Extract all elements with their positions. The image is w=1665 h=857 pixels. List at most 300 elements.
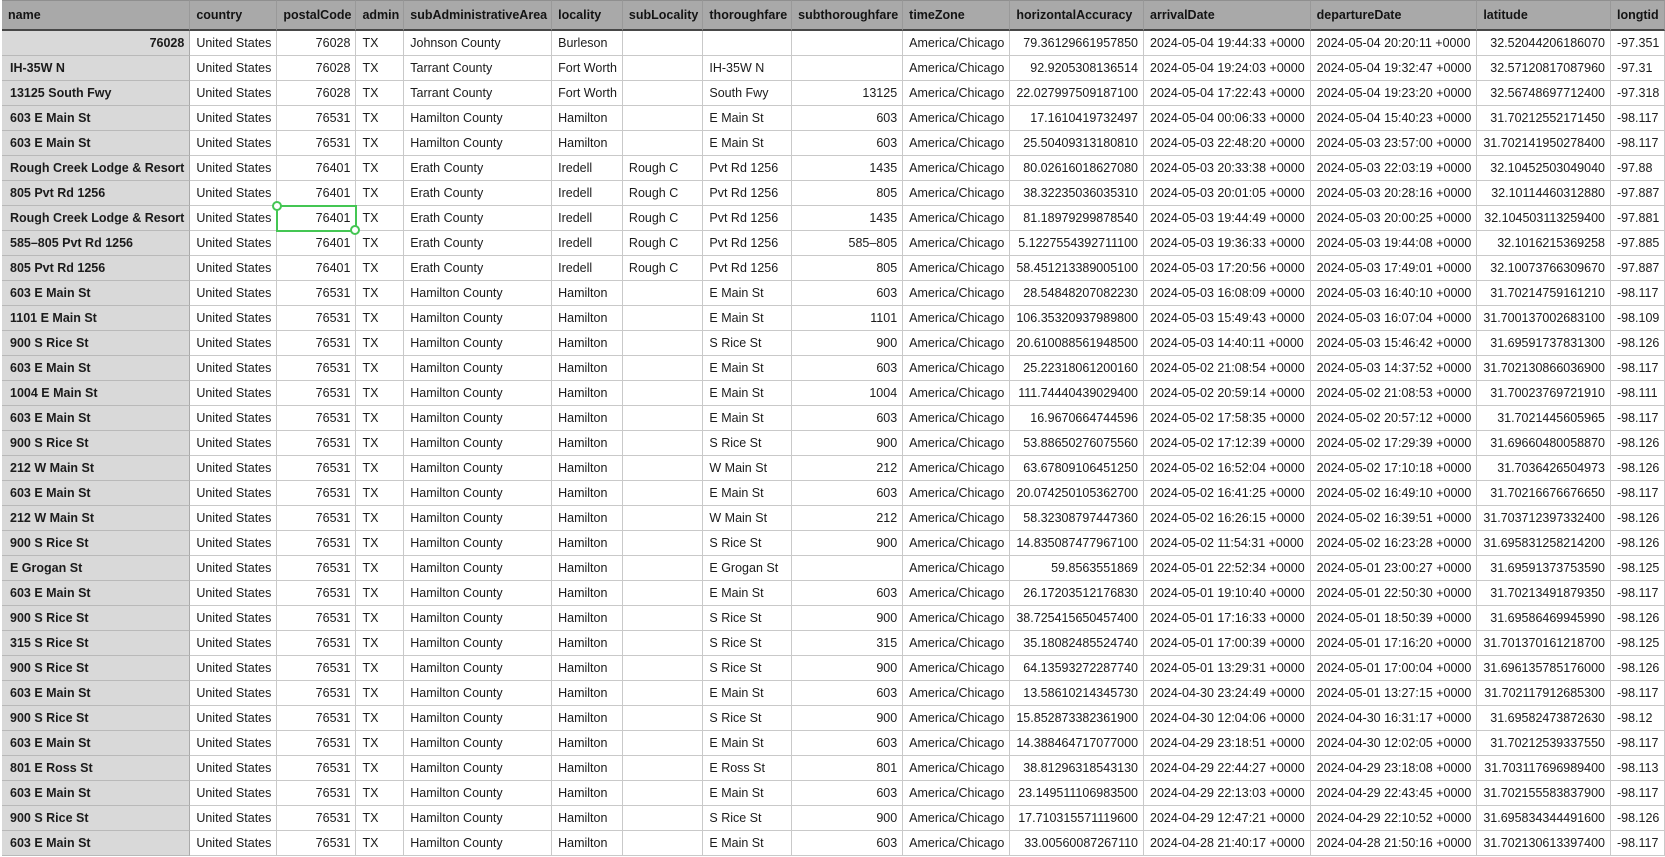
cell-postalCode[interactable]: 76531 xyxy=(277,706,356,731)
cell-longitude[interactable]: -97.351 xyxy=(1611,31,1665,56)
cell-administrativeArea[interactable]: TX xyxy=(356,281,404,306)
cell-administrativeArea[interactable]: TX xyxy=(356,431,404,456)
cell-administrativeArea[interactable]: TX xyxy=(356,506,404,531)
cell-postalCode[interactable]: 76401 xyxy=(277,181,356,206)
cell-arrivalDate[interactable]: 2024-05-03 19:36:33 +0000 xyxy=(1144,231,1311,256)
cell-country[interactable]: United States xyxy=(190,31,277,56)
cell-arrivalDate[interactable]: 2024-05-02 16:41:25 +0000 xyxy=(1144,481,1311,506)
cell-subLocality[interactable] xyxy=(623,56,703,81)
cell-arrivalDate[interactable]: 2024-04-29 23:18:51 +0000 xyxy=(1144,731,1311,756)
cell-thoroughfare[interactable]: E Main St xyxy=(703,406,792,431)
cell-horizontalAccuracy[interactable]: 14.388464717077000 xyxy=(1010,731,1144,756)
cell-country[interactable]: United States xyxy=(190,331,277,356)
cell-timeZone[interactable]: America/Chicago xyxy=(903,656,1010,681)
cell-horizontalAccuracy[interactable]: 16.9670664744596 xyxy=(1010,406,1144,431)
cell-subThoroughfare[interactable]: 212 xyxy=(792,456,903,481)
cell-longitude[interactable]: -97.887 xyxy=(1611,256,1665,281)
cell-horizontalAccuracy[interactable]: 13.58610214345730 xyxy=(1010,681,1144,706)
cell-country[interactable]: United States xyxy=(190,681,277,706)
cell-locality[interactable]: Fort Worth xyxy=(552,56,623,81)
cell-longitude[interactable]: -98.126 xyxy=(1611,531,1665,556)
cell-thoroughfare[interactable]: S Rice St xyxy=(703,706,792,731)
cell-subLocality[interactable] xyxy=(623,106,703,131)
row-header-name[interactable]: Rough Creek Lodge & Resort xyxy=(2,156,190,181)
cell-longitude[interactable]: -98.12 xyxy=(1611,706,1665,731)
cell-horizontalAccuracy[interactable]: 17.1610419732497 xyxy=(1010,106,1144,131)
cell-postalCode[interactable]: 76531 xyxy=(277,331,356,356)
cell-postalCode[interactable]: 76531 xyxy=(277,806,356,831)
cell-country[interactable]: United States xyxy=(190,756,277,781)
cell-timeZone[interactable]: America/Chicago xyxy=(903,831,1010,856)
cell-subAdministrativeArea[interactable]: Erath County xyxy=(404,181,552,206)
cell-thoroughfare[interactable]: S Rice St xyxy=(703,806,792,831)
cell-subLocality[interactable] xyxy=(623,756,703,781)
cell-locality[interactable]: Hamilton xyxy=(552,356,623,381)
cell-subAdministrativeArea[interactable]: Hamilton County xyxy=(404,656,552,681)
cell-locality[interactable]: Hamilton xyxy=(552,306,623,331)
cell-thoroughfare[interactable]: Pvt Rd 1256 xyxy=(703,206,792,231)
cell-administrativeArea[interactable]: TX xyxy=(356,656,404,681)
cell-longitude[interactable]: -98.113 xyxy=(1611,756,1665,781)
cell-subThoroughfare[interactable]: 900 xyxy=(792,606,903,631)
cell-arrivalDate[interactable]: 2024-04-30 23:24:49 +0000 xyxy=(1144,681,1311,706)
cell-subAdministrativeArea[interactable]: Erath County xyxy=(404,231,552,256)
cell-latitude[interactable]: 32.10452503049040 xyxy=(1477,156,1611,181)
cell-subThoroughfare[interactable]: 801 xyxy=(792,756,903,781)
row-header-name[interactable]: 603 E Main St xyxy=(2,131,190,156)
cell-country[interactable]: United States xyxy=(190,181,277,206)
cell-latitude[interactable]: 31.702130613397400 xyxy=(1477,831,1611,856)
cell-administrativeArea[interactable]: TX xyxy=(356,81,404,106)
cell-locality[interactable]: Hamilton xyxy=(552,806,623,831)
cell-subLocality[interactable]: Rough C xyxy=(623,231,703,256)
cell-locality[interactable]: Hamilton xyxy=(552,406,623,431)
cell-latitude[interactable]: 31.69591373753590 xyxy=(1477,556,1611,581)
cell-administrativeArea[interactable]: TX xyxy=(356,406,404,431)
cell-horizontalAccuracy[interactable]: 79.36129661957850 xyxy=(1010,31,1144,56)
cell-arrivalDate[interactable]: 2024-05-02 11:54:31 +0000 xyxy=(1144,531,1311,556)
cell-latitude[interactable]: 32.10073766309670 xyxy=(1477,256,1611,281)
cell-country[interactable]: United States xyxy=(190,456,277,481)
cell-administrativeArea[interactable]: TX xyxy=(356,706,404,731)
cell-timeZone[interactable]: America/Chicago xyxy=(903,31,1010,56)
cell-country[interactable]: United States xyxy=(190,56,277,81)
cell-subThoroughfare[interactable]: 603 xyxy=(792,131,903,156)
cell-departureDate[interactable]: 2024-05-02 21:08:53 +0000 xyxy=(1311,381,1478,406)
cell-subLocality[interactable] xyxy=(623,606,703,631)
cell-postalCode[interactable]: 76531 xyxy=(277,531,356,556)
cell-subAdministrativeArea[interactable]: Hamilton County xyxy=(404,731,552,756)
cell-subAdministrativeArea[interactable]: Hamilton County xyxy=(404,131,552,156)
cell-timeZone[interactable]: America/Chicago xyxy=(903,256,1010,281)
cell-subAdministrativeArea[interactable]: Hamilton County xyxy=(404,456,552,481)
cell-administrativeArea[interactable]: TX xyxy=(356,556,404,581)
cell-administrativeArea[interactable]: TX xyxy=(356,131,404,156)
cell-arrivalDate[interactable]: 2024-04-29 22:44:27 +0000 xyxy=(1144,756,1311,781)
cell-locality[interactable]: Hamilton xyxy=(552,706,623,731)
cell-timeZone[interactable]: America/Chicago xyxy=(903,381,1010,406)
cell-horizontalAccuracy[interactable]: 17.710315571119600 xyxy=(1010,806,1144,831)
column-header-subAdministrativeArea[interactable]: subAdministrativeArea xyxy=(404,0,552,31)
cell-subLocality[interactable] xyxy=(623,531,703,556)
cell-longitude[interactable]: -98.111 xyxy=(1611,381,1665,406)
cell-longitude[interactable]: -98.117 xyxy=(1611,831,1665,856)
cell-arrivalDate[interactable]: 2024-04-30 12:04:06 +0000 xyxy=(1144,706,1311,731)
cell-latitude[interactable]: 31.70216676676650 xyxy=(1477,481,1611,506)
cell-subThoroughfare[interactable]: 603 xyxy=(792,831,903,856)
cell-postalCode[interactable]: 76401 xyxy=(277,231,356,256)
cell-locality[interactable]: Hamilton xyxy=(552,381,623,406)
cell-subThoroughfare[interactable]: 1435 xyxy=(792,206,903,231)
cell-timeZone[interactable]: America/Chicago xyxy=(903,206,1010,231)
cell-horizontalAccuracy[interactable]: 80.02616018627080 xyxy=(1010,156,1144,181)
cell-country[interactable]: United States xyxy=(190,281,277,306)
cell-subAdministrativeArea[interactable]: Hamilton County xyxy=(404,281,552,306)
row-header-name[interactable]: 603 E Main St xyxy=(2,406,190,431)
cell-administrativeArea[interactable]: TX xyxy=(356,681,404,706)
column-header-name[interactable]: name xyxy=(2,0,190,31)
cell-locality[interactable]: Hamilton xyxy=(552,331,623,356)
column-header-postalCode[interactable]: postalCode xyxy=(277,0,356,31)
column-header-country[interactable]: country xyxy=(190,0,277,31)
cell-timeZone[interactable]: America/Chicago xyxy=(903,531,1010,556)
cell-timeZone[interactable]: America/Chicago xyxy=(903,781,1010,806)
cell-subAdministrativeArea[interactable]: Hamilton County xyxy=(404,631,552,656)
cell-subThoroughfare[interactable]: 603 xyxy=(792,481,903,506)
cell-arrivalDate[interactable]: 2024-05-03 15:49:43 +0000 xyxy=(1144,306,1311,331)
cell-administrativeArea[interactable]: TX xyxy=(356,606,404,631)
cell-administrativeArea[interactable]: TX xyxy=(356,306,404,331)
cell-timeZone[interactable]: America/Chicago xyxy=(903,231,1010,256)
cell-longitude[interactable]: -98.109 xyxy=(1611,306,1665,331)
cell-longitude[interactable]: -98.125 xyxy=(1611,631,1665,656)
cell-postalCode[interactable]: 76531 xyxy=(277,381,356,406)
cell-postalCode[interactable]: 76531 xyxy=(277,831,356,856)
cell-country[interactable]: United States xyxy=(190,781,277,806)
cell-country[interactable]: United States xyxy=(190,656,277,681)
cell-subThoroughfare[interactable]: 603 xyxy=(792,281,903,306)
cell-country[interactable]: United States xyxy=(190,731,277,756)
cell-longitude[interactable]: -97.881 xyxy=(1611,206,1665,231)
cell-timeZone[interactable]: America/Chicago xyxy=(903,731,1010,756)
cell-timeZone[interactable]: America/Chicago xyxy=(903,81,1010,106)
cell-locality[interactable]: Hamilton xyxy=(552,631,623,656)
cell-subAdministrativeArea[interactable]: Erath County xyxy=(404,256,552,281)
row-header-name[interactable]: 900 S Rice St xyxy=(2,531,190,556)
cell-thoroughfare[interactable]: S Rice St xyxy=(703,631,792,656)
cell-thoroughfare[interactable]: E Main St xyxy=(703,731,792,756)
cell-administrativeArea[interactable]: TX xyxy=(356,231,404,256)
cell-thoroughfare[interactable]: E Main St xyxy=(703,281,792,306)
cell-departureDate[interactable]: 2024-05-01 18:50:39 +0000 xyxy=(1311,606,1478,631)
row-header-name[interactable]: 315 S Rice St xyxy=(2,631,190,656)
cell-locality[interactable]: Hamilton xyxy=(552,756,623,781)
cell-latitude[interactable]: 31.702117912685300 xyxy=(1477,681,1611,706)
cell-subLocality[interactable]: Rough C xyxy=(623,206,703,231)
column-header-departureDate[interactable]: departureDate xyxy=(1311,0,1478,31)
cell-subLocality[interactable] xyxy=(623,781,703,806)
cell-departureDate[interactable]: 2024-04-29 23:18:08 +0000 xyxy=(1311,756,1478,781)
row-header-name[interactable]: 900 S Rice St xyxy=(2,331,190,356)
cell-latitude[interactable]: 31.695834344491600 xyxy=(1477,806,1611,831)
cell-subLocality[interactable] xyxy=(623,681,703,706)
cell-country[interactable]: United States xyxy=(190,381,277,406)
cell-locality[interactable]: Hamilton xyxy=(552,431,623,456)
row-header-name[interactable]: IH-35W N xyxy=(2,56,190,81)
cell-latitude[interactable]: 31.70212539337550 xyxy=(1477,731,1611,756)
row-header-name[interactable]: 603 E Main St xyxy=(2,781,190,806)
column-header-subThoroughfare[interactable]: subthoroughfare xyxy=(792,0,903,31)
cell-subThoroughfare[interactable]: 603 xyxy=(792,106,903,131)
cell-timeZone[interactable]: America/Chicago xyxy=(903,306,1010,331)
cell-longitude[interactable]: -97.88 xyxy=(1611,156,1665,181)
cell-postalCode[interactable]: 76401 xyxy=(277,156,356,181)
cell-horizontalAccuracy[interactable]: 58.32308797447360 xyxy=(1010,506,1144,531)
cell-postalCode[interactable]: 76028 xyxy=(277,31,356,56)
cell-postalCode[interactable]: 76531 xyxy=(277,481,356,506)
cell-latitude[interactable]: 32.56748697712400 xyxy=(1477,81,1611,106)
cell-latitude[interactable]: 31.702141950278400 xyxy=(1477,131,1611,156)
cell-subThoroughfare[interactable]: 315 xyxy=(792,631,903,656)
cell-subAdministrativeArea[interactable]: Hamilton County xyxy=(404,306,552,331)
cell-longitude[interactable]: -98.125 xyxy=(1611,556,1665,581)
cell-postalCode[interactable]: 76531 xyxy=(277,406,356,431)
cell-administrativeArea[interactable]: TX xyxy=(356,456,404,481)
cell-country[interactable]: United States xyxy=(190,256,277,281)
cell-horizontalAccuracy[interactable]: 38.725415650457400 xyxy=(1010,606,1144,631)
cell-country[interactable]: United States xyxy=(190,581,277,606)
column-header-latitude[interactable]: latitude xyxy=(1477,0,1611,31)
row-header-name[interactable]: 1004 E Main St xyxy=(2,381,190,406)
cell-subLocality[interactable] xyxy=(623,331,703,356)
cell-timeZone[interactable]: America/Chicago xyxy=(903,631,1010,656)
cell-departureDate[interactable]: 2024-05-02 20:57:12 +0000 xyxy=(1311,406,1478,431)
cell-subAdministrativeArea[interactable]: Hamilton County xyxy=(404,681,552,706)
cell-horizontalAccuracy[interactable]: 25.22318061200160 xyxy=(1010,356,1144,381)
cell-locality[interactable]: Fort Worth xyxy=(552,81,623,106)
cell-country[interactable]: United States xyxy=(190,606,277,631)
cell-departureDate[interactable]: 2024-04-29 22:43:45 +0000 xyxy=(1311,781,1478,806)
column-header-timeZone[interactable]: timeZone xyxy=(903,0,1010,31)
cell-administrativeArea[interactable]: TX xyxy=(356,731,404,756)
cell-longitude[interactable]: -98.126 xyxy=(1611,456,1665,481)
row-header-name[interactable]: 603 E Main St xyxy=(2,731,190,756)
cell-postalCode[interactable]: 76531 xyxy=(277,556,356,581)
cell-postalCode[interactable]: 76531 xyxy=(277,131,356,156)
row-header-name[interactable]: 603 E Main St xyxy=(2,831,190,856)
cell-horizontalAccuracy[interactable]: 28.54848207082230 xyxy=(1010,281,1144,306)
cell-administrativeArea[interactable]: TX xyxy=(356,831,404,856)
cell-timeZone[interactable]: America/Chicago xyxy=(903,606,1010,631)
cell-arrivalDate[interactable]: 2024-04-28 21:40:17 +0000 xyxy=(1144,831,1311,856)
cell-subThoroughfare[interactable]: 1004 xyxy=(792,381,903,406)
cell-timeZone[interactable]: America/Chicago xyxy=(903,331,1010,356)
column-header-administrativeArea[interactable]: admin xyxy=(356,0,404,31)
cell-latitude[interactable]: 31.696135785176000 xyxy=(1477,656,1611,681)
cell-departureDate[interactable]: 2024-05-01 17:16:20 +0000 xyxy=(1311,631,1478,656)
cell-arrivalDate[interactable]: 2024-05-01 17:00:39 +0000 xyxy=(1144,631,1311,656)
cell-thoroughfare[interactable]: E Grogan St xyxy=(703,556,792,581)
cell-subThoroughfare[interactable]: 900 xyxy=(792,531,903,556)
cell-horizontalAccuracy[interactable]: 81.18979299878540 xyxy=(1010,206,1144,231)
cell-subThoroughfare[interactable] xyxy=(792,556,903,581)
cell-departureDate[interactable]: 2024-05-03 16:07:04 +0000 xyxy=(1311,306,1478,331)
cell-subLocality[interactable] xyxy=(623,431,703,456)
column-header-arrivalDate[interactable]: arrivalDate xyxy=(1144,0,1311,31)
cell-departureDate[interactable]: 2024-05-04 19:32:47 +0000 xyxy=(1311,56,1478,81)
row-header-name[interactable]: 900 S Rice St xyxy=(2,656,190,681)
cell-subLocality[interactable] xyxy=(623,81,703,106)
cell-arrivalDate[interactable]: 2024-05-03 19:44:49 +0000 xyxy=(1144,206,1311,231)
row-header-name[interactable]: 212 W Main St xyxy=(2,506,190,531)
cell-subThoroughfare[interactable]: 212 xyxy=(792,506,903,531)
cell-locality[interactable]: Iredell xyxy=(552,256,623,281)
cell-timeZone[interactable]: America/Chicago xyxy=(903,556,1010,581)
row-header-name[interactable]: 603 E Main St xyxy=(2,481,190,506)
cell-horizontalAccuracy[interactable]: 25.50409313180810 xyxy=(1010,131,1144,156)
cell-timeZone[interactable]: America/Chicago xyxy=(903,281,1010,306)
cell-thoroughfare[interactable]: S Rice St xyxy=(703,331,792,356)
cell-locality[interactable]: Hamilton xyxy=(552,531,623,556)
cell-arrivalDate[interactable]: 2024-05-02 21:08:54 +0000 xyxy=(1144,356,1311,381)
cell-subLocality[interactable] xyxy=(623,706,703,731)
column-header-longitude[interactable]: longtid xyxy=(1611,0,1665,31)
cell-subLocality[interactable] xyxy=(623,806,703,831)
cell-locality[interactable]: Hamilton xyxy=(552,606,623,631)
cell-locality[interactable]: Hamilton xyxy=(552,131,623,156)
row-header-name[interactable]: 805 Pvt Rd 1256 xyxy=(2,181,190,206)
cell-postalCode[interactable]: 76531 xyxy=(277,106,356,131)
column-header-locality[interactable]: locality xyxy=(552,0,623,31)
cell-subLocality[interactable] xyxy=(623,506,703,531)
cell-arrivalDate[interactable]: 2024-05-01 22:52:34 +0000 xyxy=(1144,556,1311,581)
cell-arrivalDate[interactable]: 2024-05-03 22:48:20 +0000 xyxy=(1144,131,1311,156)
cell-longitude[interactable]: -98.126 xyxy=(1611,806,1665,831)
cell-timeZone[interactable]: America/Chicago xyxy=(903,131,1010,156)
cell-locality[interactable]: Hamilton xyxy=(552,281,623,306)
cell-country[interactable]: United States xyxy=(190,206,277,231)
cell-subAdministrativeArea[interactable]: Hamilton County xyxy=(404,381,552,406)
cell-postalCode[interactable]: 76531 xyxy=(277,456,356,481)
cell-country[interactable]: United States xyxy=(190,131,277,156)
row-header-name[interactable]: 801 E Ross St xyxy=(2,756,190,781)
cell-departureDate[interactable]: 2024-05-03 20:00:25 +0000 xyxy=(1311,206,1478,231)
cell-subAdministrativeArea[interactable]: Hamilton County xyxy=(404,706,552,731)
cell-arrivalDate[interactable]: 2024-05-02 17:58:35 +0000 xyxy=(1144,406,1311,431)
cell-subLocality[interactable] xyxy=(623,356,703,381)
cell-longitude[interactable]: -98.126 xyxy=(1611,331,1665,356)
cell-subAdministrativeArea[interactable]: Hamilton County xyxy=(404,831,552,856)
cell-administrativeArea[interactable]: TX xyxy=(356,181,404,206)
cell-latitude[interactable]: 31.702155583837900 xyxy=(1477,781,1611,806)
cell-longitude[interactable]: -98.126 xyxy=(1611,431,1665,456)
cell-latitude[interactable]: 31.695831258214200 xyxy=(1477,531,1611,556)
cell-thoroughfare[interactable]: E Ross St xyxy=(703,756,792,781)
cell-latitude[interactable]: 32.57120817087960 xyxy=(1477,56,1611,81)
cell-departureDate[interactable]: 2024-05-03 22:03:19 +0000 xyxy=(1311,156,1478,181)
cell-subThoroughfare[interactable]: 603 xyxy=(792,356,903,381)
cell-subThoroughfare[interactable]: 900 xyxy=(792,706,903,731)
cell-thoroughfare[interactable]: Pvt Rd 1256 xyxy=(703,231,792,256)
cell-latitude[interactable]: 31.70023769721910 xyxy=(1477,381,1611,406)
cell-subAdministrativeArea[interactable]: Hamilton County xyxy=(404,556,552,581)
cell-subLocality[interactable] xyxy=(623,581,703,606)
cell-longitude[interactable]: -98.117 xyxy=(1611,356,1665,381)
cell-subLocality[interactable]: Rough C xyxy=(623,256,703,281)
cell-thoroughfare[interactable]: Pvt Rd 1256 xyxy=(703,156,792,181)
cell-arrivalDate[interactable]: 2024-05-04 19:24:03 +0000 xyxy=(1144,56,1311,81)
cell-timeZone[interactable]: America/Chicago xyxy=(903,431,1010,456)
cell-subThoroughfare[interactable]: 1101 xyxy=(792,306,903,331)
cell-latitude[interactable]: 31.702130866036900 xyxy=(1477,356,1611,381)
cell-postalCode[interactable]: 76401 xyxy=(277,206,356,231)
cell-country[interactable]: United States xyxy=(190,106,277,131)
cell-subThoroughfare[interactable]: 585–805 xyxy=(792,231,903,256)
cell-subAdministrativeArea[interactable]: Hamilton County xyxy=(404,106,552,131)
cell-thoroughfare[interactable]: E Main St xyxy=(703,781,792,806)
cell-locality[interactable]: Iredell xyxy=(552,156,623,181)
cell-departureDate[interactable]: 2024-05-03 16:40:10 +0000 xyxy=(1311,281,1478,306)
column-header-thoroughfare[interactable]: thoroughfare xyxy=(703,0,792,31)
cell-departureDate[interactable]: 2024-05-03 20:28:16 +0000 xyxy=(1311,181,1478,206)
row-header-name[interactable]: E Grogan St xyxy=(2,556,190,581)
cell-horizontalAccuracy[interactable]: 106.35320937989800 xyxy=(1010,306,1144,331)
cell-horizontalAccuracy[interactable]: 64.13593272287740 xyxy=(1010,656,1144,681)
cell-arrivalDate[interactable]: 2024-05-03 16:08:09 +0000 xyxy=(1144,281,1311,306)
cell-horizontalAccuracy[interactable]: 20.074250105362700 xyxy=(1010,481,1144,506)
cell-timeZone[interactable]: America/Chicago xyxy=(903,406,1010,431)
cell-departureDate[interactable]: 2024-05-02 16:39:51 +0000 xyxy=(1311,506,1478,531)
cell-latitude[interactable]: 31.701370161218700 xyxy=(1477,631,1611,656)
cell-latitude[interactable]: 31.703712397332400 xyxy=(1477,506,1611,531)
cell-postalCode[interactable]: 76028 xyxy=(277,81,356,106)
cell-latitude[interactable]: 31.69586469945990 xyxy=(1477,606,1611,631)
cell-longitude[interactable]: -98.126 xyxy=(1611,506,1665,531)
cell-country[interactable]: United States xyxy=(190,81,277,106)
cell-latitude[interactable]: 31.69582473872630 xyxy=(1477,706,1611,731)
cell-administrativeArea[interactable]: TX xyxy=(356,806,404,831)
cell-subThoroughfare[interactable]: 900 xyxy=(792,806,903,831)
cell-thoroughfare[interactable]: E Main St xyxy=(703,681,792,706)
cell-postalCode[interactable]: 76531 xyxy=(277,281,356,306)
cell-subLocality[interactable] xyxy=(623,381,703,406)
cell-subAdministrativeArea[interactable]: Hamilton County xyxy=(404,806,552,831)
cell-subThoroughfare[interactable]: 805 xyxy=(792,181,903,206)
cell-horizontalAccuracy[interactable]: 63.67809106451250 xyxy=(1010,456,1144,481)
cell-arrivalDate[interactable]: 2024-05-03 17:20:56 +0000 xyxy=(1144,256,1311,281)
cell-longitude[interactable]: -97.887 xyxy=(1611,181,1665,206)
row-header-name[interactable]: Rough Creek Lodge & Resort xyxy=(2,206,190,231)
cell-horizontalAccuracy[interactable]: 22.027997509187100 xyxy=(1010,81,1144,106)
cell-longitude[interactable]: -98.117 xyxy=(1611,481,1665,506)
cell-country[interactable]: United States xyxy=(190,431,277,456)
cell-postalCode[interactable]: 76401 xyxy=(277,256,356,281)
cell-departureDate[interactable]: 2024-05-01 23:00:27 +0000 xyxy=(1311,556,1478,581)
cell-subThoroughfare[interactable]: 13125 xyxy=(792,81,903,106)
cell-arrivalDate[interactable]: 2024-05-01 19:10:40 +0000 xyxy=(1144,581,1311,606)
cell-postalCode[interactable]: 76531 xyxy=(277,606,356,631)
cell-country[interactable]: United States xyxy=(190,406,277,431)
cell-subAdministrativeArea[interactable]: Hamilton County xyxy=(404,331,552,356)
cell-timeZone[interactable]: America/Chicago xyxy=(903,56,1010,81)
cell-locality[interactable]: Burleson xyxy=(552,31,623,56)
cell-postalCode[interactable]: 76531 xyxy=(277,506,356,531)
cell-horizontalAccuracy[interactable]: 53.88650276075560 xyxy=(1010,431,1144,456)
row-header-name[interactable]: 900 S Rice St xyxy=(2,706,190,731)
row-header-name[interactable]: 585–805 Pvt Rd 1256 xyxy=(2,231,190,256)
cell-departureDate[interactable]: 2024-05-04 15:40:23 +0000 xyxy=(1311,106,1478,131)
cell-subLocality[interactable] xyxy=(623,656,703,681)
